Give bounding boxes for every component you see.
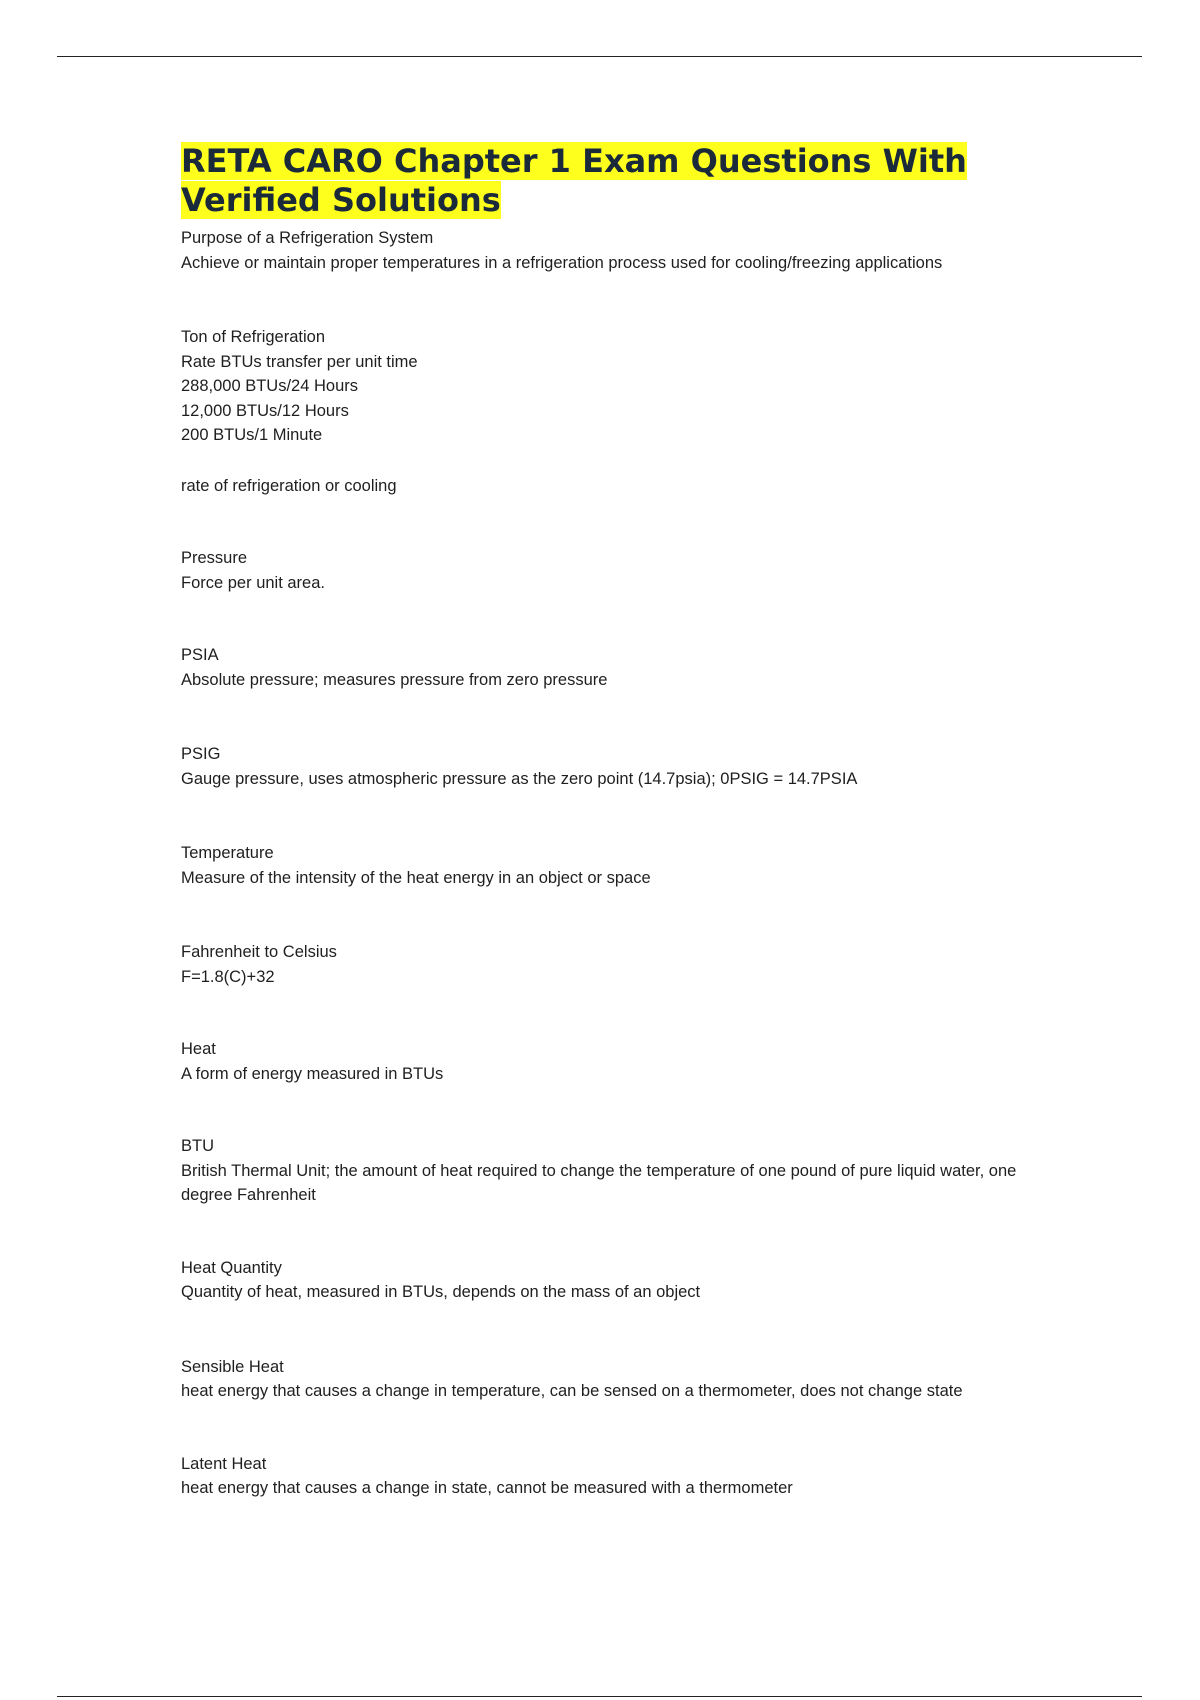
entry-term: Pressure: [181, 549, 248, 567]
document-body: [181, 142, 1031, 1501]
entry-definition: Absolute pressure; measures pressure from zero pressure: [181, 670, 608, 689]
entry-definition: 200 BTUs/1 Minute: [181, 426, 323, 444]
entry-term: Ton of Refrigeration: [181, 328, 325, 346]
entry-term: Fahrenheit to Celsius: [181, 943, 337, 961]
entry-extra: rate of refrigeration or cooling: [181, 476, 397, 495]
entry-definition: British Thermal Unit; the amount of heat required to change the temperature of one pound of pure liquid water, one degree Fahrenheit: [181, 1161, 1017, 1204]
entry-definition: Measure of the intensity of the heat energy in an object or space: [181, 868, 651, 887]
entry-definition: Rate BTUs transfer per unit time: [181, 352, 418, 371]
entry-definition: Quantity of heat, measured in BTUs, depends on the mass of an object: [181, 1283, 701, 1301]
entry-definition: heat energy that causes a change in temperature, can be sensed on a thermometer, does not change state: [181, 1382, 963, 1400]
entry-btu: [181, 1134, 1031, 1208]
footer-rule: [57, 1696, 1142, 1697]
entry-definition: Achieve or maintain proper temperatures in a refrigeration process used for cooling/freezing applications: [181, 253, 943, 272]
entry-purpose: [181, 226, 1031, 275]
entry-term: Latent Heat: [181, 1454, 267, 1473]
entry-ton-of-refrigeration: [181, 325, 1031, 498]
entry-definition: 12,000 BTUs/12 Hours: [181, 401, 349, 420]
entry-term: Temperature: [181, 844, 274, 862]
entry-term: Sensible Heat: [181, 1357, 284, 1376]
title-highlight: RETA CARO Chapter 1 Exam Questions With Verified Solutions: [181, 142, 967, 219]
entry-definition: F=1.8(C)+32: [181, 967, 275, 986]
entry-term: BTU: [181, 1137, 214, 1155]
entry-definition: Force per unit area.: [181, 573, 325, 592]
entry-definition: 288,000 BTUs/24 Hours: [181, 377, 359, 395]
entry-term: Purpose of a Refrigeration System: [181, 229, 434, 247]
entry-term: PSIA: [181, 646, 219, 664]
entry-psia: [181, 643, 1031, 692]
entry-sensible-heat: [181, 1355, 1031, 1404]
entry-definition: A form of energy measured in BTUs: [181, 1064, 444, 1083]
entry-temperature: [181, 841, 1031, 890]
entry-heat-quantity: [181, 1256, 1031, 1305]
entry-term: Heat Quantity: [181, 1258, 282, 1277]
entry-pressure: [181, 546, 1031, 595]
entry-latent-heat: [181, 1452, 1031, 1501]
entry-fahrenheit-to-celsius: [181, 940, 1031, 989]
entry-definition: Gauge pressure, uses atmospheric pressure as the zero point (14.7psia); 0PSIG = 14.7PSIA: [181, 769, 858, 788]
document-title: [181, 142, 1031, 220]
entry-term: PSIG: [181, 745, 221, 763]
entry-psig: [181, 742, 1031, 791]
header-rule: [57, 56, 1142, 57]
entry-definition: heat energy that causes a change in state, cannot be measured with a thermometer: [181, 1479, 793, 1497]
entry-heat: [181, 1037, 1031, 1086]
entry-term: Heat: [181, 1040, 216, 1058]
